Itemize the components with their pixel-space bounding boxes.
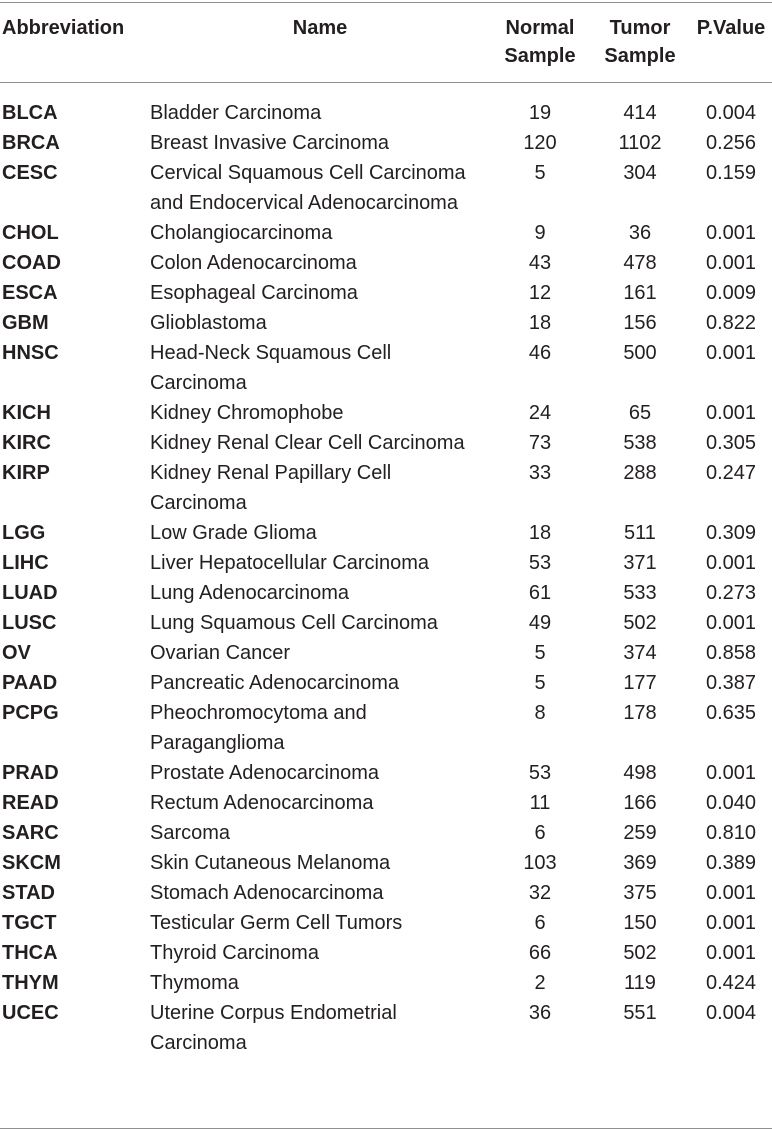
cell-abbreviation: THYM <box>2 972 59 994</box>
cell-p-value: 0.247 <box>705 462 757 484</box>
header-normal-sample-label <box>490 0 590 70</box>
header-tumor-line1: Tumor <box>609 17 671 39</box>
cell-normal-sample: 43 <box>528 252 552 274</box>
cell-name: Stomach Adenocarcinoma <box>150 882 384 904</box>
table-row <box>0 428 772 458</box>
cell-name: Breast Invasive Carcinoma <box>150 132 389 154</box>
cell-tumor-sample: 259 <box>623 822 657 844</box>
cell-abbreviation: LIHC <box>2 552 49 574</box>
cell-abbreviation: SKCM <box>2 852 61 874</box>
cell-abbreviation: CHOL <box>2 222 59 244</box>
header-normal-line2: Sample <box>504 45 576 67</box>
table-row <box>0 218 772 248</box>
table-row <box>0 818 772 848</box>
cell-tumor-sample: 498 <box>623 762 657 784</box>
cell-normal-sample: 11 <box>529 792 551 814</box>
cell-tumor-sample: 65 <box>628 402 652 424</box>
cell-normal-sample: 53 <box>528 762 552 784</box>
cell-tumor-sample: 1102 <box>618 132 662 154</box>
cell-p-value: 0.822 <box>705 312 757 334</box>
cell-normal-sample: 103 <box>523 852 557 874</box>
cell-name: Lung Squamous Cell Carcinoma <box>150 612 438 634</box>
cell-p-value: 0.001 <box>705 612 757 634</box>
cell-name: Pancreatic Adenocarcinoma <box>150 672 400 694</box>
cell-name: Pheochromocytoma and Paraganglioma <box>150 702 367 754</box>
cell-p-value: 0.309 <box>705 522 757 544</box>
cell-normal-sample: 2 <box>534 972 546 994</box>
cell-abbreviation: KICH <box>2 402 51 424</box>
cell-normal-sample: 5 <box>534 672 546 694</box>
cell-name: Glioblastoma <box>150 312 267 334</box>
cell-abbreviation: HNSC <box>2 342 59 364</box>
cell-abbreviation: THCA <box>2 942 58 964</box>
header-tumor-line2: Sample <box>604 45 676 67</box>
cell-p-value: 0.001 <box>705 252 757 274</box>
cell-tumor-sample: 502 <box>623 612 657 634</box>
cell-name: Rectum Adenocarcinoma <box>150 792 374 814</box>
cell-normal-sample: 36 <box>528 1002 552 1024</box>
cell-name: Esophageal Carcinoma <box>150 282 358 304</box>
cell-normal-sample: 8 <box>534 702 546 724</box>
cell-name: Uterine Corpus Endometrial Carcinoma <box>150 1002 397 1054</box>
cell-normal-sample: 18 <box>528 312 552 334</box>
cell-name: Kidney Renal Papillary Cell Carcinoma <box>150 462 392 514</box>
cell-tumor-sample: 161 <box>623 282 657 304</box>
cell-normal-sample: 6 <box>534 912 546 934</box>
table-row <box>0 278 772 308</box>
cell-normal-sample: 24 <box>528 402 552 424</box>
cell-normal-sample: 18 <box>528 522 552 544</box>
cell-tumor-sample: 166 <box>623 792 657 814</box>
cell-p-value: 0.009 <box>705 282 757 304</box>
cell-tumor-sample: 369 <box>623 852 657 874</box>
cell-p-value: 0.004 <box>705 1002 757 1024</box>
table-row <box>0 968 772 998</box>
cell-p-value: 0.001 <box>705 912 757 934</box>
cell-abbreviation: PRAD <box>2 762 59 784</box>
cell-name: Cervical Squamous Cell Carcinoma and Endocervical Adenocarcinoma <box>150 162 466 214</box>
cell-normal-sample: 46 <box>528 342 552 364</box>
cell-name: Kidney Chromophobe <box>150 402 344 424</box>
cell-abbreviation: KIRP <box>2 462 50 484</box>
table-row <box>0 128 772 158</box>
header-normal-sample <box>490 0 590 82</box>
cell-tumor-sample: 371 <box>623 552 657 574</box>
table-row <box>0 758 772 788</box>
cell-tumor-sample: 538 <box>623 432 657 454</box>
table-row <box>0 998 772 1058</box>
table-row <box>0 638 772 668</box>
cell-p-value: 0.040 <box>705 792 757 814</box>
header-abbreviation-label: Abbreviation <box>2 17 125 39</box>
table-row <box>0 518 772 548</box>
cell-normal-sample: 53 <box>528 552 552 574</box>
table-row <box>0 458 772 518</box>
cell-normal-sample: 5 <box>534 162 546 184</box>
cell-abbreviation: UCEC <box>2 1002 59 1024</box>
cell-abbreviation: PAAD <box>2 672 58 694</box>
cell-abbreviation: ESCA <box>2 282 58 304</box>
cell-tumor-sample: 478 <box>623 252 657 274</box>
cell-abbreviation: BRCA <box>2 132 60 154</box>
cell-p-value: 0.001 <box>705 342 757 364</box>
header-tumor-sample <box>590 0 690 82</box>
cell-abbreviation: GBM <box>2 312 49 334</box>
cell-tumor-sample: 533 <box>623 582 657 604</box>
cell-name: Colon Adenocarcinoma <box>150 252 357 274</box>
cell-name: Bladder Carcinoma <box>150 102 322 124</box>
table-row <box>0 338 772 398</box>
table-row <box>0 698 772 758</box>
cell-p-value: 0.001 <box>705 942 757 964</box>
cell-name: Sarcoma <box>150 822 231 844</box>
cell-p-value: 0.810 <box>705 822 757 844</box>
cell-tumor-sample: 156 <box>623 312 657 334</box>
cell-normal-sample: 73 <box>528 432 552 454</box>
cell-tumor-sample: 502 <box>623 942 657 964</box>
cell-abbreviation: LUSC <box>2 612 57 634</box>
cell-abbreviation: TGCT <box>2 912 57 934</box>
cell-normal-sample: 6 <box>534 822 546 844</box>
cell-abbreviation: CESC <box>2 162 58 184</box>
cell-p-value: 0.305 <box>705 432 757 454</box>
cell-normal-sample: 66 <box>528 942 552 964</box>
table-row <box>0 398 772 428</box>
cell-tumor-sample: 374 <box>623 642 657 664</box>
cell-name: Low Grade Glioma <box>150 522 317 544</box>
cell-tumor-sample: 178 <box>623 702 657 724</box>
table-row <box>0 548 772 578</box>
table-row <box>0 82 772 128</box>
header-tumor-sample-label <box>590 0 690 70</box>
cell-normal-sample: 12 <box>528 282 552 304</box>
cell-name: Testicular Germ Cell Tumors <box>150 912 403 934</box>
cell-tumor-sample: 551 <box>623 1002 657 1024</box>
header-name <box>150 0 490 82</box>
header-name-label: Name <box>292 17 348 39</box>
cell-p-value: 0.004 <box>705 102 757 124</box>
cell-abbreviation: LUAD <box>2 582 58 604</box>
table-row <box>0 248 772 278</box>
table-row <box>0 608 772 638</box>
cell-p-value: 0.001 <box>705 222 757 244</box>
cell-name: Ovarian Cancer <box>150 642 291 664</box>
cell-tumor-sample: 375 <box>623 882 657 904</box>
cell-abbreviation: OV <box>2 642 31 664</box>
cell-p-value: 0.858 <box>705 642 757 664</box>
table-row <box>0 938 772 968</box>
cell-name: Kidney Renal Clear Cell Carcinoma <box>150 432 465 454</box>
cell-abbreviation: BLCA <box>2 102 58 124</box>
cell-p-value: 0.256 <box>705 132 757 154</box>
header-abbreviation <box>0 0 150 82</box>
cell-abbreviation: LGG <box>2 522 46 544</box>
table-body <box>0 82 772 1058</box>
cell-p-value: 0.159 <box>705 162 757 184</box>
cell-abbreviation: KIRC <box>2 432 51 454</box>
cell-name: Lung Adenocarcinoma <box>150 582 350 604</box>
cell-p-value: 0.001 <box>705 762 757 784</box>
cell-abbreviation: STAD <box>2 882 55 904</box>
cell-tumor-sample: 304 <box>623 162 657 184</box>
table-row <box>0 848 772 878</box>
cell-normal-sample: 19 <box>528 102 552 124</box>
cell-abbreviation: COAD <box>2 252 61 274</box>
cell-tumor-sample: 36 <box>628 222 652 244</box>
table-row <box>0 788 772 818</box>
cell-normal-sample: 49 <box>528 612 552 634</box>
header-p-value <box>690 0 772 82</box>
cell-normal-sample: 61 <box>528 582 552 604</box>
cell-p-value: 0.424 <box>705 972 757 994</box>
cell-tumor-sample: 511 <box>624 522 656 544</box>
table-bottom-rule <box>0 1128 772 1129</box>
header-normal-line1: Normal <box>505 17 575 39</box>
table-header <box>0 0 772 82</box>
cell-p-value: 0.001 <box>705 882 757 904</box>
table-row <box>0 308 772 338</box>
cell-tumor-sample: 177 <box>623 672 657 694</box>
cell-normal-sample: 9 <box>534 222 546 244</box>
table-row <box>0 908 772 938</box>
cell-tumor-sample: 500 <box>623 342 657 364</box>
cell-abbreviation: PCPG <box>2 702 59 724</box>
cell-tumor-sample: 119 <box>624 972 656 994</box>
header-row <box>0 0 772 82</box>
cell-tumor-sample: 414 <box>623 102 657 124</box>
table-row <box>0 668 772 698</box>
cell-normal-sample: 5 <box>534 642 546 664</box>
cell-name: Liver Hepatocellular Carcinoma <box>150 552 430 574</box>
cell-normal-sample: 33 <box>528 462 552 484</box>
table-row <box>0 578 772 608</box>
cell-name: Thyroid Carcinoma <box>150 942 319 964</box>
cell-normal-sample: 120 <box>523 132 557 154</box>
cell-name: Thymoma <box>150 972 239 994</box>
cell-p-value: 0.273 <box>705 582 757 604</box>
table-row <box>0 878 772 908</box>
cell-name: Head-Neck Squamous Cell Carcinoma <box>150 342 392 394</box>
cell-abbreviation: READ <box>2 792 59 814</box>
table-row <box>0 158 772 218</box>
cell-p-value: 0.635 <box>705 702 757 724</box>
cell-p-value: 0.387 <box>705 672 757 694</box>
cell-tumor-sample: 288 <box>623 462 657 484</box>
cell-p-value: 0.001 <box>705 552 757 574</box>
header-p-value-label: P.Value <box>696 17 766 39</box>
cell-name: Skin Cutaneous Melanoma <box>150 852 391 874</box>
cell-name: Prostate Adenocarcinoma <box>150 762 380 784</box>
cell-name: Cholangiocarcinoma <box>150 222 333 244</box>
cell-tumor-sample: 150 <box>623 912 657 934</box>
cell-p-value: 0.389 <box>705 852 757 874</box>
cell-abbreviation: SARC <box>2 822 59 844</box>
cell-p-value: 0.001 <box>705 402 757 424</box>
cell-normal-sample: 32 <box>528 882 552 904</box>
